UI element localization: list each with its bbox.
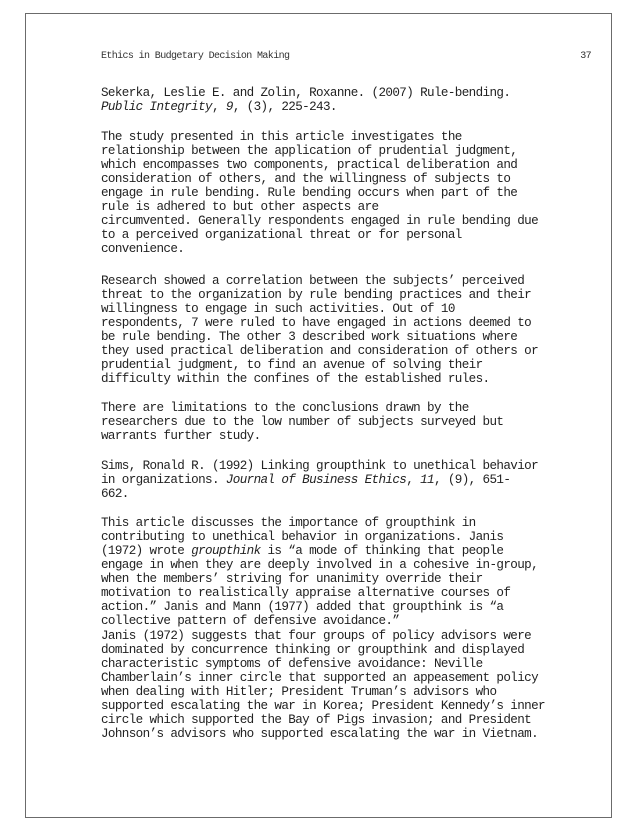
- document-page: [25, 13, 612, 818]
- citation-sekerka: Sekerka, Leslie E. and Zolin, Roxanne. (2007) Rule-bending. Public Integrity, 9, (3), 225-243.: [101, 86, 511, 114]
- annotation-paragraph: The study presented in this article investigates the relationship between the application of prudential judgment, which encompasses two components, practical deliberation and consideration of others, and the willingness of subjects to engage in rule bending. Rule bending occurs when part of the rule is adhered to but other aspects are circumvented. Generally respondents engaged in rule bending due to a perceived organizational threat or for personal convenience.: [101, 130, 539, 256]
- journal-title: Journal of Business Ethics: [225, 473, 407, 487]
- journal-title: Public Integrity: [101, 100, 212, 114]
- annotation-paragraph: Research showed a correlation between the subjects’ perceived threat to the organization by rule bending practices and their willingness to engage in such activities. Out of 10 respondents, 7 were ruled to have engaged in actions deemed to be rule bending. The other 3 described work situations where they used practical deliberation and consideration of others or prudential judgment, to find an avenue of solving their difficulty within the confines of the established rules.: [101, 274, 539, 386]
- annotation-paragraph: This article discusses the importance of groupthink in contributing to unethical behavior in organizations. Janis (1972) wrote groupthink is “a mode of thinking that people engage in when they are deeply involved in a cohesive in-group, when the members’ striving for unanimity override their motivation to realistically appraise alternative courses of action.” Janis and Mann (1977) added that groupthink is “a collective pattern of defensive avoidance.”: [101, 516, 539, 628]
- running-title: Ethics in Budgetary Decision Making: [101, 51, 290, 62]
- volume-number: 9: [225, 100, 233, 114]
- citation-sims: Sims, Ronald R. (1992) Linking groupthink to unethical behavior in organizations. Journal of Business Ethics, 11, (9), 651- 662.: [101, 459, 539, 501]
- groupthink-term: groupthink: [191, 544, 261, 558]
- running-header: [101, 51, 591, 63]
- annotation-paragraph: Janis (1972) suggests that four groups of policy advisors were dominated by concurrence thinking or groupthink and displayed characteristic symptoms of defensive avoidance: Neville Chamberlain’s inner circle that supported an appeasement policy when dealing with Hitler; President Truman’s advisors who supported escalating the war in Korea; President Kennedy’s inner circle which supported the Bay of Pigs invasion; and President Johnson’s advisors who supported escalating the war in Vietnam.: [101, 629, 545, 741]
- annotation-paragraph: There are limitations to the conclusions drawn by the researchers due to the low number of subjects surveyed but warrants further study.: [101, 401, 504, 443]
- volume-number: 11: [420, 473, 434, 487]
- page-number: 37: [580, 51, 591, 62]
